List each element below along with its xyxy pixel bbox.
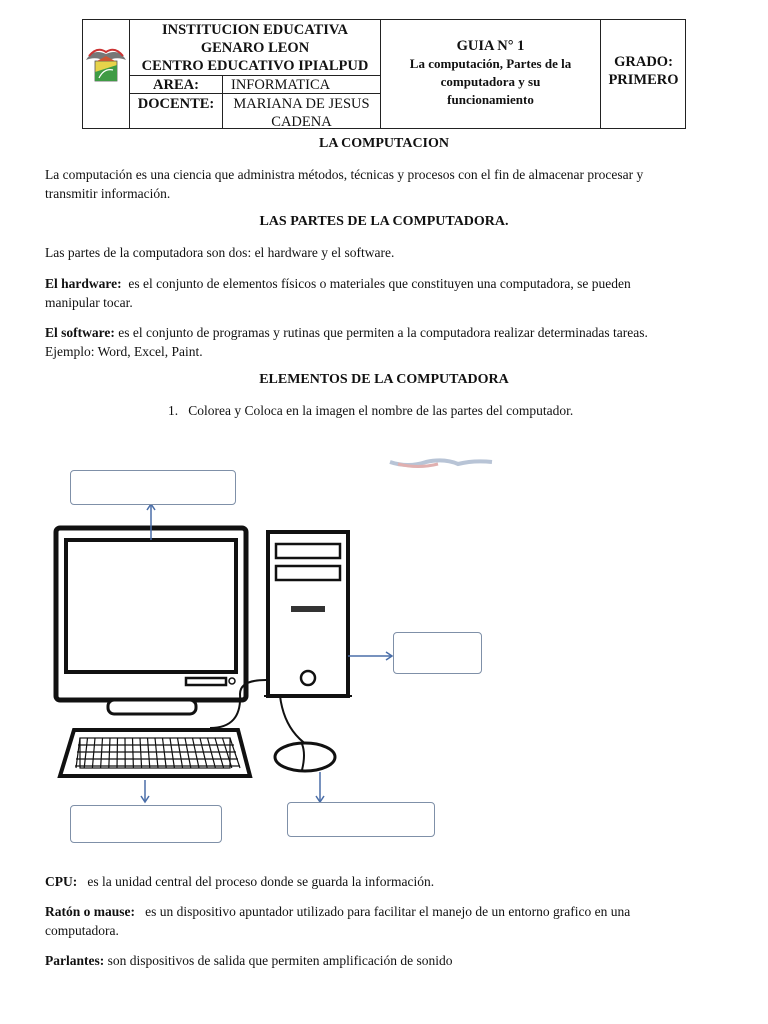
grade-value: PRIMERO [608, 72, 679, 88]
mouse [275, 743, 335, 771]
label-box-keyboard[interactable] [70, 805, 222, 843]
mouse-label: Ratón o mause: [45, 904, 135, 919]
guide-line1: La computación, Partes de la [409, 56, 572, 71]
software-text-line1: es el conjunto de programas y rutinas que permiten a la computadora realizar determinadas tareas. [118, 325, 648, 340]
guide-line2: computadora y su [440, 74, 541, 89]
label-box-cpu[interactable] [393, 632, 482, 674]
monitor-screen [66, 540, 236, 672]
hardware-label: El hardware: [45, 276, 122, 291]
cpu-label: CPU: [45, 874, 78, 889]
area-label: AREA: [153, 77, 199, 93]
instruction [168, 401, 728, 420]
grade-label: GRADO: [614, 54, 673, 70]
hardware-text-line2: manipular tocar. [45, 295, 133, 310]
header-table [82, 19, 686, 129]
hardware-text-line1: es el conjunto de elementos físicos o materiales que constituyen una computadora, se pueden [128, 276, 631, 291]
speakers-definition [45, 951, 725, 970]
school-logo [83, 20, 129, 128]
guide-line3: funcionamiento [447, 92, 534, 107]
mouse-definition [45, 902, 725, 940]
guide-title: GUIA N° 1 [456, 38, 525, 54]
cpu-definition [45, 872, 725, 891]
computacion-text [45, 165, 725, 203]
teacher-name-line2: CADENA [271, 114, 332, 130]
section-title-computacion: LA COMPUTACION [318, 136, 450, 151]
software-text-line2: Ejemplo: Word, Excel, Paint. [45, 344, 203, 359]
instruction-text: Colorea y Coloca en la imagen el nombre de las partes del computador. [188, 403, 574, 418]
section-title-elementos: ELEMENTOS DE LA COMPUTADORA [259, 372, 509, 387]
monitor-stand [108, 700, 196, 714]
computacion-text-line1: La computación es una ciencia que administra métodos, técnicas y procesos con el fin de almacenar procesar y [45, 167, 644, 182]
speakers-label: Parlantes: [45, 953, 105, 968]
software-definition [45, 323, 725, 361]
institution-line1: INSTITUCION EDUCATIVA [162, 22, 348, 38]
section-title-partes: LAS PARTES DE LA COMPUTADORA. [259, 214, 509, 229]
institution-line3: CENTRO EDUCATIVO IPIALPUD [141, 58, 369, 74]
label-box-mouse[interactable] [287, 802, 435, 837]
area-value: INFORMATICA [231, 77, 331, 93]
speakers-text: son dispositivos de salida que permiten amplificación de sonido [107, 953, 453, 968]
software-label: El software: [45, 325, 115, 340]
computacion-text-line2: transmitir información. [45, 186, 171, 201]
mouse-text-line1: es un dispositivo apuntador utilizado para facilitar el manejo de un entorno grafico en una [145, 904, 631, 919]
cpu-text: es la unidad central del proceso donde se guarda la información. [87, 874, 435, 889]
partes-intro: Las partes de la computadora son dos: el hardware y el software. [45, 245, 395, 260]
teacher-label: DOCENTE: [137, 96, 215, 112]
teacher-name-line1: MARIANA DE JESUS [233, 96, 370, 112]
mouse-text-line2: computadora. [45, 923, 119, 938]
institution-line2: GENARO LEON [200, 40, 310, 56]
hardware-definition [45, 274, 725, 312]
instruction-number: 1. [168, 403, 179, 418]
label-box-monitor[interactable] [70, 470, 236, 505]
